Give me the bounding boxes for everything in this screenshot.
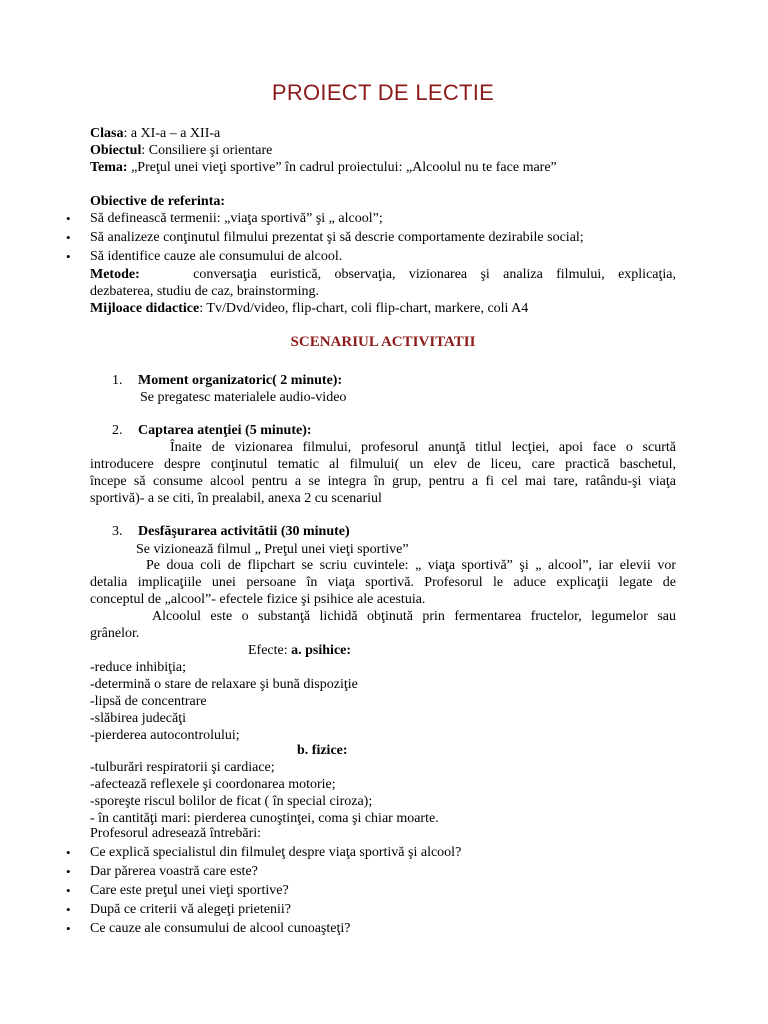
clasa-value: : a XI-a – a XII-a	[123, 126, 221, 141]
step-text: detalia implicaţiile unei persoane în viaţa sportivă. Profesorul le aduce explicaţii legate de	[90, 575, 676, 590]
question-item: • Ce cauze ale consumului de alcool cunoaşteţi?	[66, 921, 351, 936]
bullet-icon: •	[66, 864, 71, 879]
objectives-heading: Obiective de referinta:	[90, 194, 226, 209]
effect-item: -pierderea autocontrolului;	[90, 728, 240, 743]
bullet-icon: •	[66, 249, 71, 264]
question-item: • După ce criterii vă alegeţi prietenii?	[66, 902, 291, 917]
clasa-label: Clasa	[90, 126, 124, 141]
step-text: începe să consume alcool pentru a se integra în grup, pentru a fi cel mai tare, ratându-şi viaţa	[90, 474, 676, 489]
bullet-icon: •	[66, 921, 71, 936]
effect-item: - în cantităţi mari: pierderea cunoştinţei, coma şi chiar moarte.	[90, 811, 439, 826]
step-title: Moment organizatoric( 2 minute):	[138, 373, 343, 388]
objective-item: • Să definească termenii: „viaţa sportivă” şi „ alcool”;	[66, 211, 383, 226]
obiectul-value: : Consiliere şi orientare	[141, 143, 273, 158]
bullet-icon: •	[66, 845, 71, 860]
effect-item: -tulburări respiratorii şi cardiace;	[90, 760, 275, 775]
obiectul-label: Obiectul	[90, 143, 142, 158]
question-item: • Dar părerea voastră care este?	[66, 864, 258, 879]
tema-line	[90, 159, 557, 176]
questions-intro: Profesorul adresează întrebări:	[90, 826, 262, 841]
metode-line: Metode: conversaţia euristică, observaţia, vizionarea şi analiza filmului, explicaţia,	[90, 267, 676, 282]
metode-line-2: dezbaterea, studiu de caz, brainstorming.	[90, 284, 319, 299]
step-text: Se vizionează filmul „ Preţul unei vieţi sportive”	[136, 542, 409, 557]
step-text: Înaite de vizionarea filmului, profesorul anunţă titlul lecţiei, apoi face o scurtă	[170, 440, 676, 455]
step-text: conceptul de „alcool”- efectele fizice şi psihice ale acestuia.	[90, 592, 426, 607]
clasa-line	[90, 125, 220, 142]
step-title: Captarea atenţiei (5 minute):	[138, 423, 312, 438]
bullet-icon: •	[66, 230, 71, 245]
page-title: PROIECT DE LECTIE	[271, 80, 495, 105]
effect-item: -sporeşte riscul bolilor de ficat ( în special ciroza);	[90, 794, 373, 809]
efecte-heading: Efecte: a. psihice:	[248, 643, 352, 658]
step-number: 3.	[112, 524, 123, 539]
effect-item: -lipsă de concentrare	[90, 694, 207, 709]
obiectul-line	[90, 142, 272, 159]
fizice-heading: b. fizice:	[297, 743, 348, 758]
effect-item: -slăbirea judecăţi	[90, 711, 187, 726]
scenariu-heading: SCENARIUL ACTIVITATII	[290, 334, 476, 350]
bullet-icon: •	[66, 211, 71, 226]
effect-item: -determină o stare de relaxare şi bună dispoziţie	[90, 677, 358, 692]
effect-item: -reduce inhibiţia;	[90, 660, 187, 675]
step-text: introducere despre conţinutul tematic al filmului( un elev de liceu, care practică baschetul,	[90, 457, 676, 472]
objective-item: • Să analizeze conţinutul filmului prezentat şi să descrie comportamente dezirabile social;	[66, 230, 584, 245]
step-text: Se pregatesc materialele audio-video	[140, 390, 347, 405]
effect-item: -afectează reflexele şi coordonarea motorie;	[90, 777, 336, 792]
question-item: • Care este preţul unei vieţi sportive?	[66, 883, 289, 898]
bullet-icon: •	[66, 883, 71, 898]
metode-label: Metode:	[90, 267, 140, 282]
bullet-icon: •	[66, 902, 71, 917]
mijloace-label: Mijloace didactice	[90, 301, 200, 316]
tema-value: „Preţul unei vieţi sportive” în cadrul proiectului: „Alcoolul nu te face mare”	[127, 160, 557, 175]
step-text: Alcoolul este o substanţă lichidă obţinută prin fermentarea fructelor, legumelor sau	[152, 609, 676, 624]
question-item: • Ce explică specialistul din filmuleţ despre viaţa sportivă şi alcool?	[66, 845, 462, 860]
step-number: 2.	[112, 423, 123, 438]
mijloace-line: Mijloace didactice: Tv/Dvd/video, flip-chart, coli flip-chart, markere, coli A4	[90, 301, 529, 316]
step-text: Pe doua coli de flipchart se scriu cuvintele: „ viaţa sportivă” şi „ alcool”, iar elevii vor	[146, 558, 676, 573]
step-number: 1.	[112, 373, 123, 388]
step-text: sportivă)- a se citi, în prealabil, anexa 2 cu scenariul	[90, 491, 382, 506]
tema-label: Tema:	[90, 160, 128, 175]
objective-item: • Să identifice cauze ale consumului de alcool.	[66, 249, 343, 264]
step-text: grânelor.	[90, 626, 140, 641]
step-title: Desfăşurarea activitătii (30 minute)	[138, 524, 350, 539]
